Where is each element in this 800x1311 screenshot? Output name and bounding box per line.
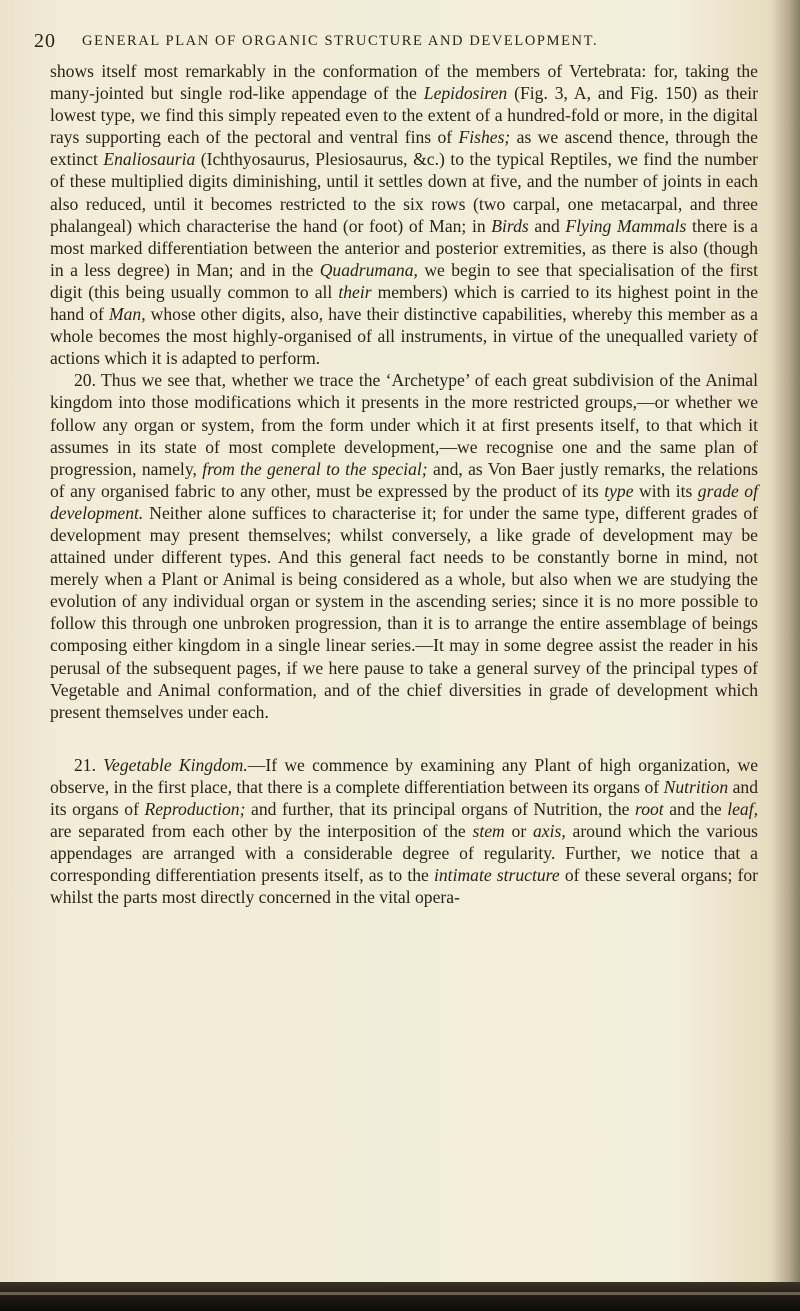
body-text bbox=[50, 60, 758, 908]
paragraph-21: 21. Vegetable Kingdom.—If we commence by examining any Plant of high organization, we observe, in the first place, that there is a complete differentiation between its organs of Nutrition and its organs of Reproduction; and further, that its principal organs of Nutrition, the root and the leaf, are separated from each other by the interposition of the stem or axis, around which the various appendages are arranged with a considerable degree of regularity. Further, we notice that a corresponding differentiation presents itself, as to the intimate structure of these several organs; for whilst the parts most directly concerned in the vital opera- bbox=[50, 754, 759, 908]
page-header bbox=[34, 30, 754, 54]
paragraph-continuation: shows itself most remarkably in the conformation of the members of Vertebrata: for, taking the many-jointed but single rod-like appendage of the Lepidosiren (Fig. 3, A, and Fig. 150) as their lowest type, we find this simply repeated even to the extent of a hundred-fold or more, in the digital rays supporting each of the pectoral and ventral fins of Fishes; as we ascend thence, through the extinct Enaliosauria (Ichthyosaurus, Plesiosaurus, &c.) to the typical Reptiles, we find the number of these multiplied digits diminishing, until it settles down at five, and the number of joints in each also reduced, until it becomes restricted to the six rows (two carpal, one metacarpal, and three phalangeal) which characterise the hand (or foot) of Man; in Birds and Flying Mammals there is a most marked differentiation between the anterior and posterior extremities, as there is also (though in a less degree) in Man; and in the Quadrumana, we begin to see that specialisation of the first digit (this being usually common to all their members) which is carried to its highest point in the hand of Man, whose other digits, also, have their distinctive capabilities, whereby this member as a whole becomes the most highly-organised of all instruments, in virtue of the unequalled variety of actions which it is adapted to perform. bbox=[50, 61, 758, 369]
paragraph-20: 20. Thus we see that, whether we trace the ‘Archetype’ of each great subdivision of the Animal kingdom into those modifications which it presents in the more restricted groups,—or whether we follow any organ or system, from the form under which it at first presents itself, to that which it assumes in its state of most complete development,—we recognise one and the same plan of progression, namely, from the general to the special; and, as Von Baer justly remarks, the relations of any organised fabric to any other, must be expressed by the product of its type with its grade of development. Neither alone suffices to characterise it; for under the same type, different grades of development may present themselves; whilst conversely, a like grade of development may be attained under different types. And this general fact needs to be constantly borne in mind, not merely when a Plant or Animal is being considered as a whole, but also when we are studying the evolution of any individual organ or system in the ascending series; since it is no more possible to follow this through one unbroken progression, than it is to arrange the entire assemblage of beings composing either kingdom in a single linear series.—It may in some degree assist the reader in his perusal of the subsequent pages, if we here pause to take a general survey of the principal types of Vegetable and Animal conformation, and of the chief diversities in grade of development which present themselves under each. bbox=[50, 370, 758, 722]
page-number: 20 bbox=[34, 30, 56, 52]
scan-bottom-edge bbox=[0, 1282, 800, 1311]
scan-edge-stripe bbox=[0, 1292, 800, 1295]
page-edge-shadow bbox=[774, 0, 800, 1311]
running-title: GENERAL PLAN OF ORGANIC STRUCTURE AND DEVELOPMENT. bbox=[82, 33, 599, 49]
section-gap bbox=[50, 723, 758, 754]
section-heading: Vegetable Kingdom. bbox=[103, 754, 248, 775]
